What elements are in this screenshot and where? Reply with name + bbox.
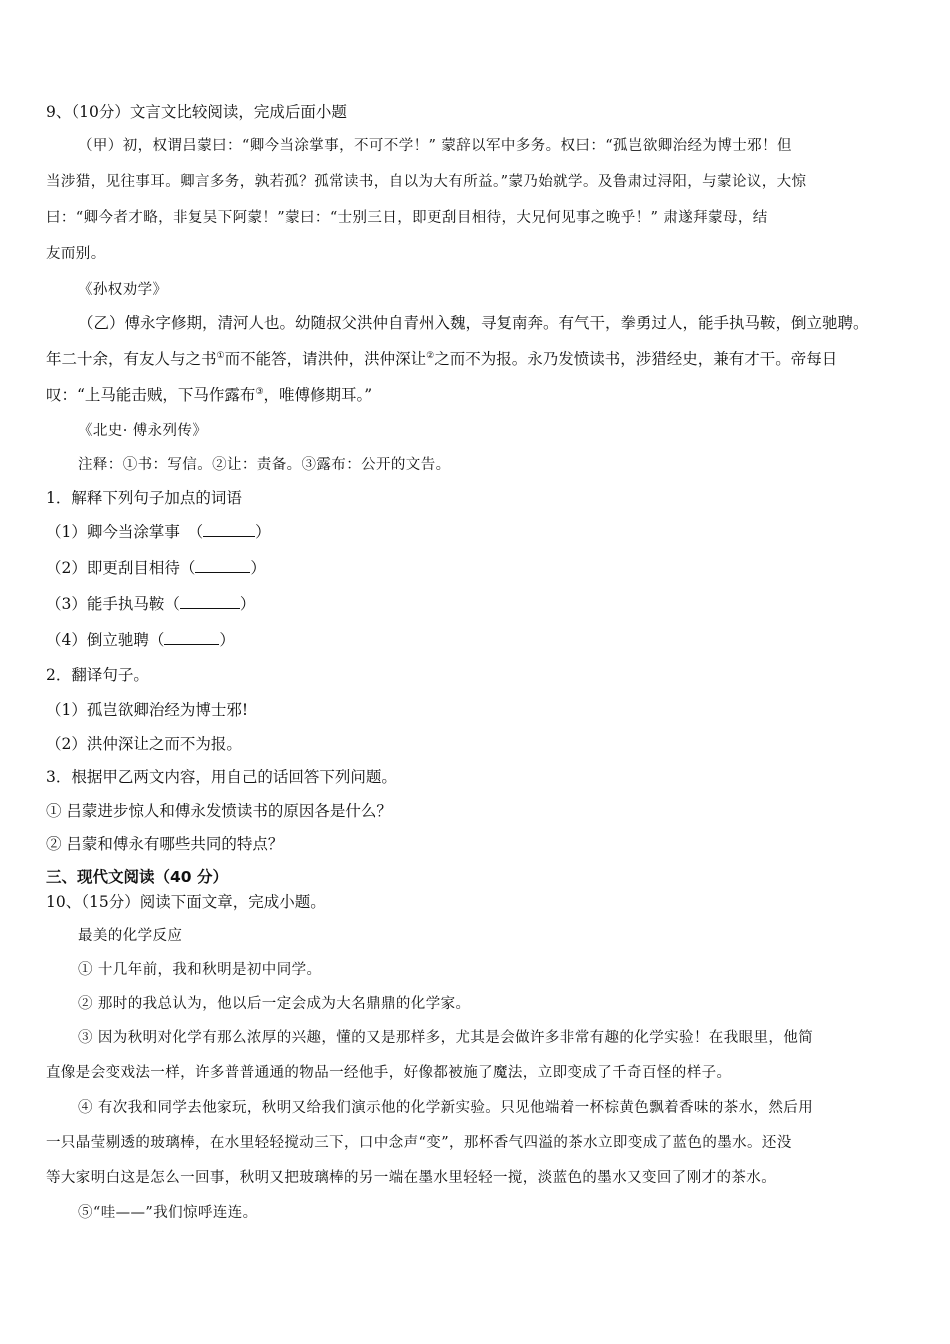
- sub3-item-1: ① 吕蒙进步惊人和傅永发愤读书的原因各是什么？: [46, 802, 392, 820]
- answer-blank-2[interactable]: [195, 558, 250, 573]
- yi-source: 《北史· 傅永列传》: [78, 423, 208, 439]
- sub1-item-4: [46, 630, 235, 650]
- q9-header: 9、（10分）文言文比较阅读，完成后面小题: [46, 103, 347, 121]
- sub1-item-4-close: ）: [219, 631, 235, 649]
- footnote-mark-3: ③: [255, 386, 264, 397]
- jia-line-2: 当涉猎，见往事耳。卿言多务，孰若孤？孤常读书，自以为大有所益。”蒙乃始就学。及鲁肃过浔阳，与蒙论议，大惊: [46, 174, 807, 190]
- sub1-item-2: [46, 558, 266, 578]
- paragraph-5: ⑤“哇——”我们惊呼连连。: [78, 1205, 258, 1221]
- paragraph-4-line-1: ④ 有次我和同学去他家玩，秋明又给我们演示他的化学新实验。只见他端着一杯棕黄色飘着香味的茶水，然后用: [78, 1100, 814, 1116]
- sub1-item-2-close: ）: [250, 559, 266, 577]
- footnote-mark-1: ①: [216, 350, 225, 361]
- yi-line-3-a: 叹：“上马能击贼，下马作露布: [46, 386, 256, 404]
- answer-blank-1[interactable]: [203, 522, 255, 537]
- jia-line-4: 友而别。: [46, 246, 106, 262]
- yi-line-2-c: 之而不为报。永乃发愤读书，涉猎经史，兼有才干。帝每日: [434, 350, 838, 368]
- yi-line-3: [46, 385, 372, 405]
- sub2-title: 2．翻译句子。: [46, 666, 149, 684]
- yi-line-3-b: ，唯傅修期耳。”: [263, 386, 373, 404]
- paragraph-4-line-3: 等大家明白这是怎么一回事，秋明又把玻璃棒的另一端在墨水里轻轻一搅，淡蓝色的墨水又变回了刚才的茶水。: [46, 1170, 777, 1186]
- sub2-item-2: （2）洪仲深让之而不为报。: [46, 735, 242, 753]
- sub1-item-3-text: （3）能手执马鞍（: [46, 595, 180, 613]
- jia-source: 《孙权劝学》: [78, 282, 168, 298]
- sub1-title: 1．解释下列句子加点的词语: [46, 489, 242, 507]
- sub3-title: 3．根据甲乙两文内容，用自己的话回答下列问题。: [46, 768, 397, 786]
- sub3-item-2: ② 吕蒙和傅永有哪些共同的特点？: [46, 835, 284, 853]
- yi-line-2-b: 而不能答，请洪仲，洪仲深让: [224, 350, 427, 368]
- sub1-item-1-text: （1）卿今当涂掌事 （: [46, 523, 204, 541]
- paragraph-2: ② 那时的我总认为，他以后一定会成为大名鼎鼎的化学家。: [78, 996, 471, 1012]
- yi-line-1: （乙）傅永字修期，清河人也。幼随叔父洪仲自青州入魏，寻复南奔。有气干，拳勇过人，能手执马鞍，倒立驰聘。: [78, 314, 869, 332]
- footnote-mark-2: ②: [426, 350, 435, 361]
- sub1-item-1-close: ）: [255, 523, 271, 541]
- jia-line-3: 曰：“卿今者才略，非复吴下阿蒙！”蒙曰：“士别三日，即更刮目相待，大兄何见事之晚乎！” 肃遂拜蒙母，结: [46, 210, 768, 226]
- sub2-item-1: （1）孤岂欲卿治经为博士邪!: [46, 701, 249, 719]
- sub1-item-4-text: （4）倒立驰聘（: [46, 631, 165, 649]
- paragraph-1: ① 十几年前，我和秋明是初中同学。: [78, 962, 322, 978]
- q10-header: 10、（15分）阅读下面文章，完成小题。: [46, 893, 326, 911]
- sub1-item-3-close: ）: [239, 595, 256, 613]
- sub1-item-1: [46, 522, 271, 542]
- yi-line-2-a: 年二十余，有友人与之书: [46, 350, 217, 368]
- answer-blank-4[interactable]: [164, 630, 219, 645]
- article-title: 最美的化学反应: [78, 928, 183, 944]
- yi-line-2: [46, 349, 837, 369]
- sub1-item-2-text: （2）即更刮目相待（: [46, 559, 196, 577]
- jia-line-1: （甲）初，权谓吕蒙曰：“卿今当涂掌事，不可不学！” 蒙辞以军中多务。权曰：“孤岂欲卿治经为博士邪！但: [78, 138, 792, 154]
- paragraph-3-line-2: 直像是会变戏法一样，许多普普通通的物品一经他手，好像都被施了魔法，立即变成了千奇百怪的样子。: [46, 1065, 732, 1081]
- notes: 注释：①书：写信。②让：责备。③露布：公开的文告。: [78, 457, 451, 473]
- answer-blank-3[interactable]: [180, 594, 240, 609]
- paragraph-4-line-2: 一只晶莹剔透的玻璃棒，在水里轻轻搅动三下，口中念声“变”，那杯香气四溢的茶水立即变成了蓝色的墨水。还没: [46, 1135, 792, 1151]
- section-3-title: 三、现代文阅读（40 分）: [46, 868, 228, 886]
- sub1-item-3: [46, 594, 255, 614]
- paragraph-3-line-1: ③ 因为秋明对化学有那么浓厚的兴趣，懂的又是那样多，尤其是会做许多非常有趣的化学实验！在我眼里，他简: [78, 1030, 814, 1046]
